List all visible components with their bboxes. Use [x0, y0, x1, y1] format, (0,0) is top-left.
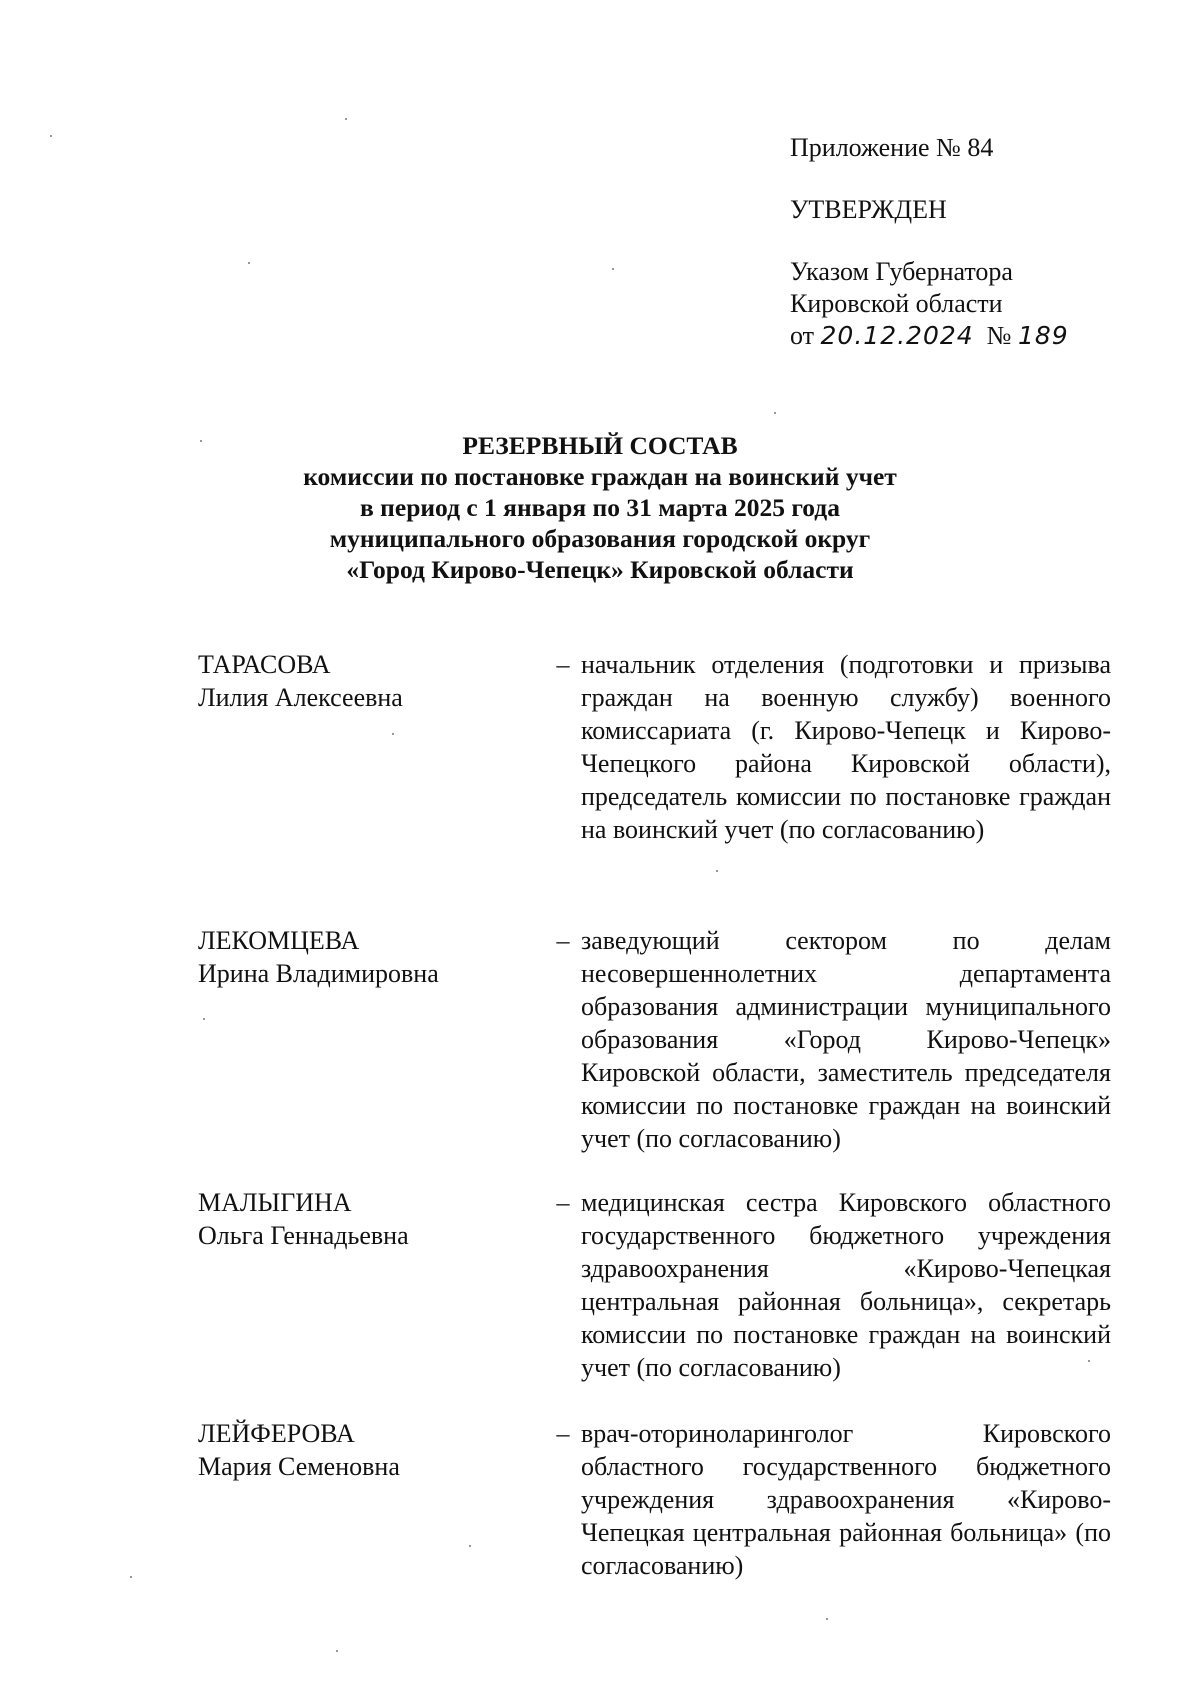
member-given-names: Лилия Алексеевна: [198, 683, 403, 712]
member-surname: МАЛЫГИНА: [198, 1188, 352, 1217]
date-prefix: от: [790, 321, 815, 350]
member-dash: –: [556, 1188, 570, 1217]
scan-speck: [612, 268, 614, 270]
approval-block: [790, 132, 1170, 352]
scan-speck: [345, 118, 347, 120]
member-dash: –: [556, 926, 570, 955]
member-position: медицинская сестра Кировского областного государственного бюджетного учреждения здравоохранения «Кирово-Чепецкая центральная районная больница», секретарь комиссии по постановке граждан на воинский учет (по согласованию): [581, 1188, 1111, 1382]
title-line-4: муниципального образования городской округ: [329, 524, 871, 553]
member-surname: ЛЕЙФЕРОВА: [198, 1419, 355, 1448]
scan-speck: [336, 1650, 338, 1652]
scan-speck: [203, 1018, 205, 1020]
member-dash: –: [556, 650, 570, 679]
decree-line-1: Указом Губернатора: [790, 257, 1013, 286]
member-position: начальник отделения (подготовки и призыва граждан на военную службу) военного комиссариата (г. Кирово-Чепецк и Кирово-Чепецкого района Кировской области), председатель комиссии по постановке граждан на воинский учет (по согласованию): [581, 650, 1111, 844]
member-name: [198, 648, 518, 714]
document-title: [200, 430, 1000, 585]
member-dash: –: [556, 1419, 570, 1448]
member-given-names: Мария Семеновна: [198, 1452, 400, 1481]
member-position: врач-оториноларинголог Кировского областного государственного бюджетного учреждения здравоохранения «Кирово-Чепецкая центральная районная больница» (по согласованию): [581, 1419, 1111, 1580]
scan-speck: [1088, 1360, 1090, 1362]
title-line-3: в период с 1 января по 31 марта 2025 года: [360, 493, 840, 522]
member-given-names: Ольга Геннадьевна: [198, 1221, 409, 1250]
scan-speck: [392, 733, 394, 735]
number-prefix: №: [986, 321, 1012, 350]
handwritten-date: 20.12.2024: [820, 321, 974, 350]
title-line-1: РЕЗЕРВНЫЙ СОСТАВ: [462, 431, 738, 460]
member-name: [198, 924, 518, 990]
scan-speck: [130, 1576, 132, 1578]
handwritten-number: 189: [1017, 321, 1069, 350]
scan-speck: [826, 1618, 828, 1620]
appendix-number: Приложение № 84: [790, 133, 994, 162]
scan-speck: [200, 440, 202, 442]
title-line-5: «Город Кирово-Чепецк» Кировской области: [346, 555, 854, 584]
title-line-2: комиссии по постановке граждан на воинский учет: [303, 462, 897, 491]
approved-stamp-text: УТВЕРЖДЕН: [790, 195, 947, 224]
member-name: [198, 1186, 518, 1252]
decree-line-2: Кировской области: [790, 289, 1003, 318]
scan-speck: [248, 262, 250, 264]
member-given-names: Ирина Владимировна: [198, 959, 439, 988]
member-name: [198, 1417, 518, 1483]
decree-date-line: [790, 320, 1170, 352]
scan-speck: [469, 1545, 471, 1547]
scan-speck: [774, 412, 776, 414]
scan-speck: [716, 870, 718, 872]
scan-speck: [50, 135, 52, 137]
member-surname: ТАРАСОВА: [198, 650, 331, 679]
member-position: заведующий сектором по делам несовершеннолетних департамента образования администрации муниципального образования «Город Кирово-Чепецк» Кировской области, заместитель председателя комиссии по постановке граждан на воинский учет (по согласованию): [581, 926, 1111, 1153]
member-surname: ЛЕКОМЦЕВА: [198, 926, 360, 955]
